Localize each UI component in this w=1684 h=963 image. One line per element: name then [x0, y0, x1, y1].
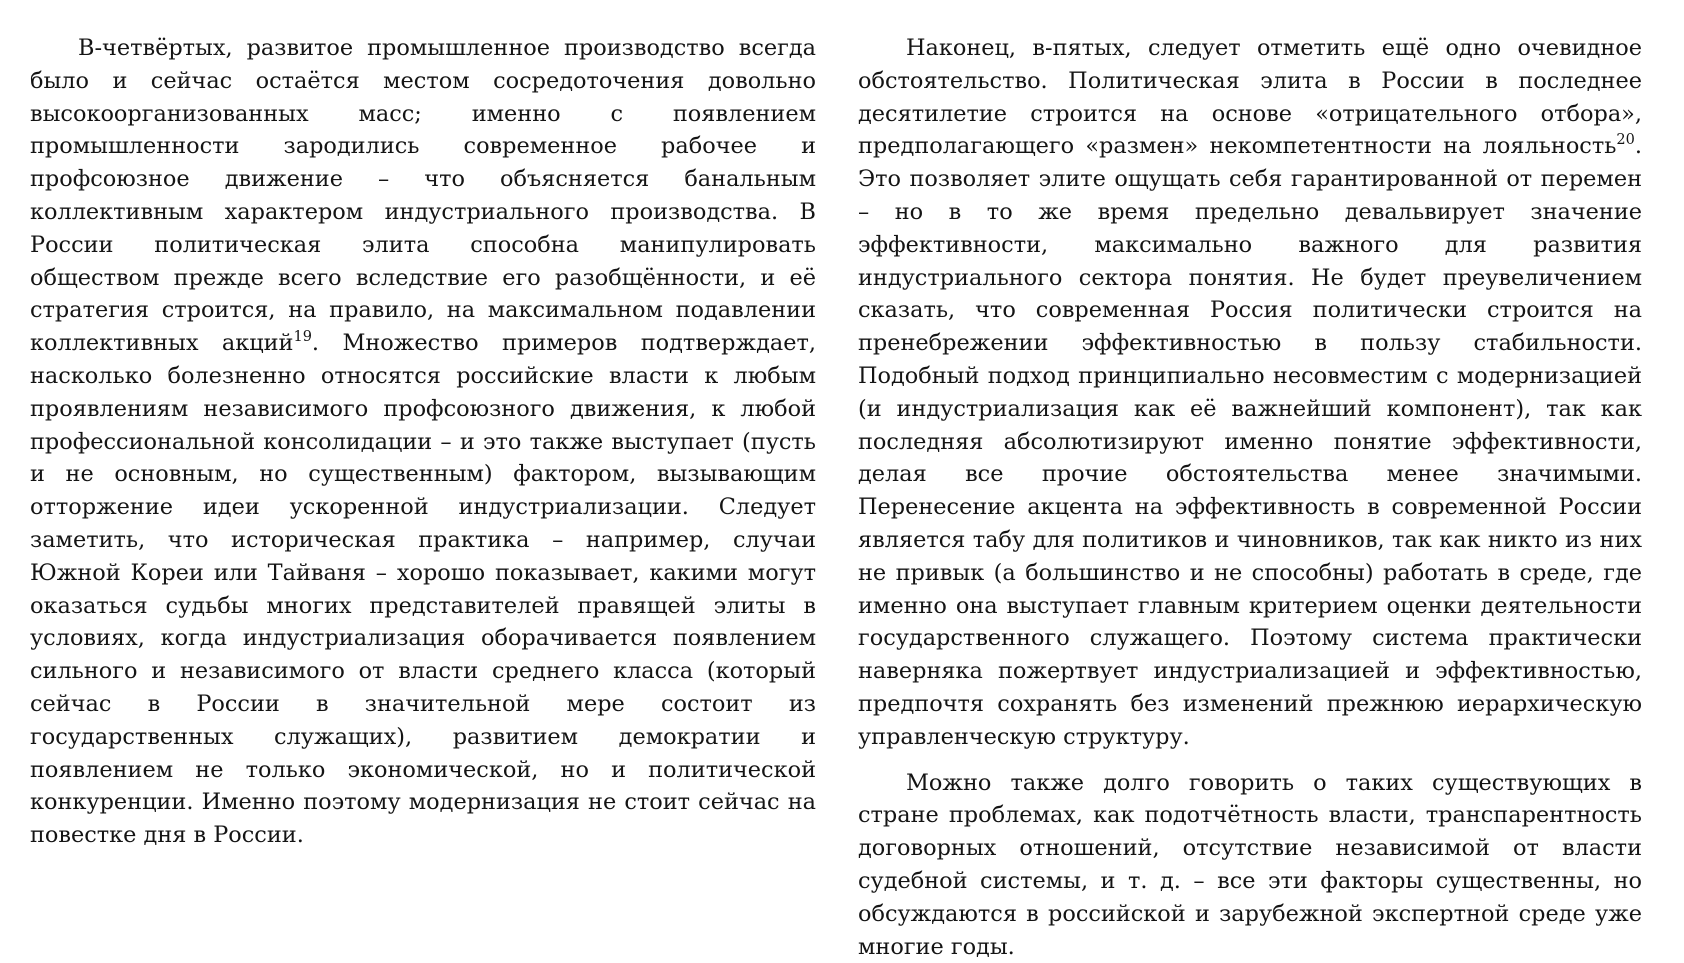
paragraph-fifth-point	[858, 32, 1642, 754]
paragraph-text: Наконец, в-пятых, следует отметить ещё одно очевидное обстоятельство. Политическая элита в России в последнее десятилетие строится на основе «отрицательного отбора», предполагающего «размен» некомпетентности на лояльность	[858, 35, 1642, 160]
paragraph-other-problems: Можно также долго говорить о таких существующих в стране проблемах, как подотчётность власти, транспарентность договорных отношений, отсутствие независимой от власти судебной системы, и т. д. – все эти факторы существенны, но обсуждаются в российской и зарубежной экспертной среде уже многие годы.	[858, 769, 1642, 960]
paragraph-text-continued: . Множество примеров подтверждает, насколько болезненно относятся российские власти к любым проявлениям независимого профсоюзного движения, к любой профессиональной консолидации – и это также выступает (пусть и не основным, но существенным) фактором, вызывающим отторжение идеи ускоренной индустриализации. Следует заметить, что историческая практика – например, случаи Южной Кореи или Тайваня – хорошо показывает, какими могут оказаться судьбы многих представителей правящей элиты в условиях, когда индустриализация оборачивается появлением сильного и независимого от власти среднего класса (который сейчас в России в значительной мере состоит из государственных служащих), развитием демократии и появлением не только экономической, но и политической конкуренции. Именно поэтому модернизация не стоит сейчас на повестке дня в России.	[30, 330, 816, 849]
footnote-ref-19[interactable]: 19	[293, 329, 312, 346]
footnote-ref-20[interactable]: 20	[1616, 132, 1635, 149]
paragraph-text-continued: . Это позволяет элите ощущать себя гарантированной от перемен – но в то же время предельно девальвирует значение эффективности, максимально важного для развития индустриального сектора понятия. Не будет преувеличением сказать, что современная Россия политически строится на пренебрежении эффективностью в пользу стабильности. Подобный подход принципиально несовместим с модернизацией (и индустриализация как её важнейший компонент), так как последняя абсолютизируют именно понятие эффективности, делая все прочие обстоятельства менее значимыми. Перенесение акцента на эффективность в современной России является табу для политиков и чиновников, так как никто из них не привык (а большинство и не способны) работать в среде, где именно она выступает главным критерием оценки деятельности государственного служащего. Поэтому система практически наверняка пожертвует индустриализацией и эффективностью, предпочтя сохранять без изменений прежнюю иерархическую управленческую структуру.	[858, 133, 1642, 750]
paragraph-fourth-point	[30, 32, 816, 852]
paragraph-text: В-четвёртых, развитое промышленное производство всегда было и сейчас остаётся местом сосредоточения довольно высокоорганизованных масс; именно с появлением промышленности зародились современное рабочее и профсоюзное движение – что объясняется банальным коллективным характером индустриального производства. В России политическая элита способна манипулировать обществом прежде всего вследствие его разобщённости, и её стратегия строится, на правило, на максимальном подавлении коллективных акций	[30, 35, 816, 357]
left-column	[30, 32, 816, 852]
right-column	[858, 32, 1642, 963]
